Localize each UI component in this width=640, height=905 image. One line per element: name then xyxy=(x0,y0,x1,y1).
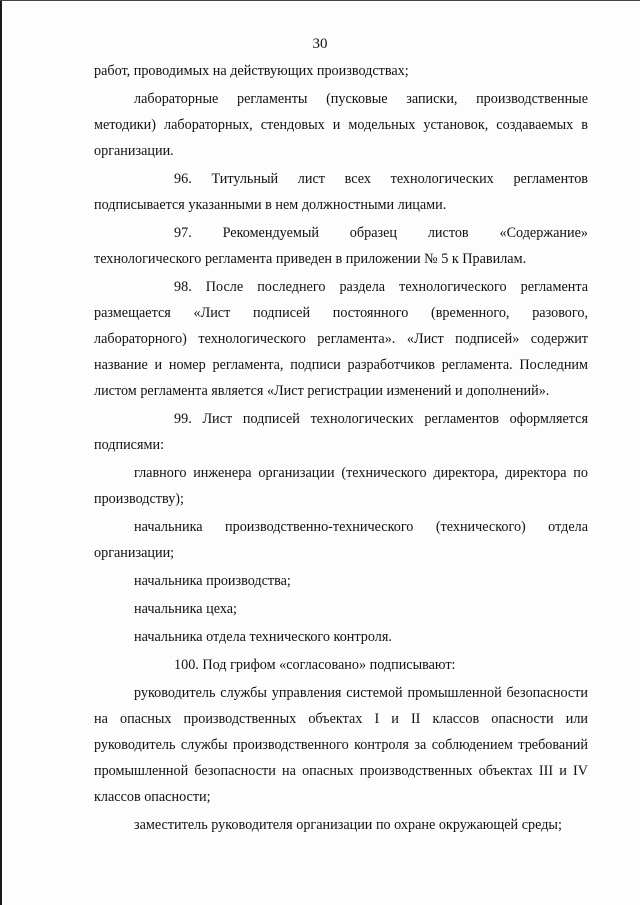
list-item-production-head: начальника производства; xyxy=(134,573,291,589)
list-item-shop-head: начальника цеха; xyxy=(134,601,237,617)
paragraph-97-text: Рекомендуемый образец листов «Содержание» технологического регламента приведен в приложении № 5 к Правилам. xyxy=(94,225,588,267)
scan-edge-left xyxy=(0,0,2,905)
paragraph-96 xyxy=(94,166,588,218)
item-number-98: 98. xyxy=(174,279,192,295)
body-text xyxy=(94,58,588,838)
paragraph-99 xyxy=(94,406,588,458)
item-number-96: 96. xyxy=(174,171,192,187)
paragraph-97 xyxy=(94,220,588,272)
list-item-pto-head: начальника производственно-технического (технического) отдела организации; xyxy=(94,519,588,561)
item-number-97: 97. xyxy=(174,225,192,241)
paragraph-lab-regulations: лабораторные регламенты (пусковые записки, производственные методики) лабораторных, стендовых и модельных установок, создаваемых в организации. xyxy=(94,91,588,159)
list-item-safety-head: руководитель службы управления системой промышленной безопасности на опасных производственных объектах I и II классов опасности или руководитель службы производственного контроля за соблюдением требований промышленной безопасности на опасных производственных объектах III и IV классов опасности; xyxy=(94,685,588,805)
list-item-qc-head: начальника отдела технического контроля. xyxy=(134,629,392,645)
item-number-100: 100. xyxy=(174,657,199,673)
page-number: 30 xyxy=(312,36,328,52)
paragraph-98-text: После последнего раздела технологического регламента размещается «Лист подписей постоянного (временного, разового, лабораторного) технологического регламента». «Лист подписей» содержит название и номер регламента, подписи разработчиков регламента. Последним листом регламента является «Лист регистрации изменений и дополнений». xyxy=(94,279,589,399)
list-item-chief-engineer: главного инженера организации (технического директора, директора по производству); xyxy=(94,465,588,507)
paragraph-98 xyxy=(94,274,588,404)
list-item-environment-deputy: заместитель руководителя организации по охране окружающей среды; xyxy=(134,817,562,833)
paragraph-99-text: Лист подписей технологических регламентов оформляется подписями: xyxy=(94,411,589,453)
paragraph-100-text: Под грифом «согласовано» подписывают: xyxy=(202,657,456,673)
paragraph-96-text: Титульный лист всех технологических регламентов подписывается указанными в нем должностными лицами. xyxy=(94,171,589,213)
paragraph-continuation: работ, проводимых на действующих производствах; xyxy=(94,63,409,79)
item-number-99: 99. xyxy=(174,411,192,427)
paragraph-100 xyxy=(94,652,588,678)
scan-edge-top xyxy=(0,0,640,1)
